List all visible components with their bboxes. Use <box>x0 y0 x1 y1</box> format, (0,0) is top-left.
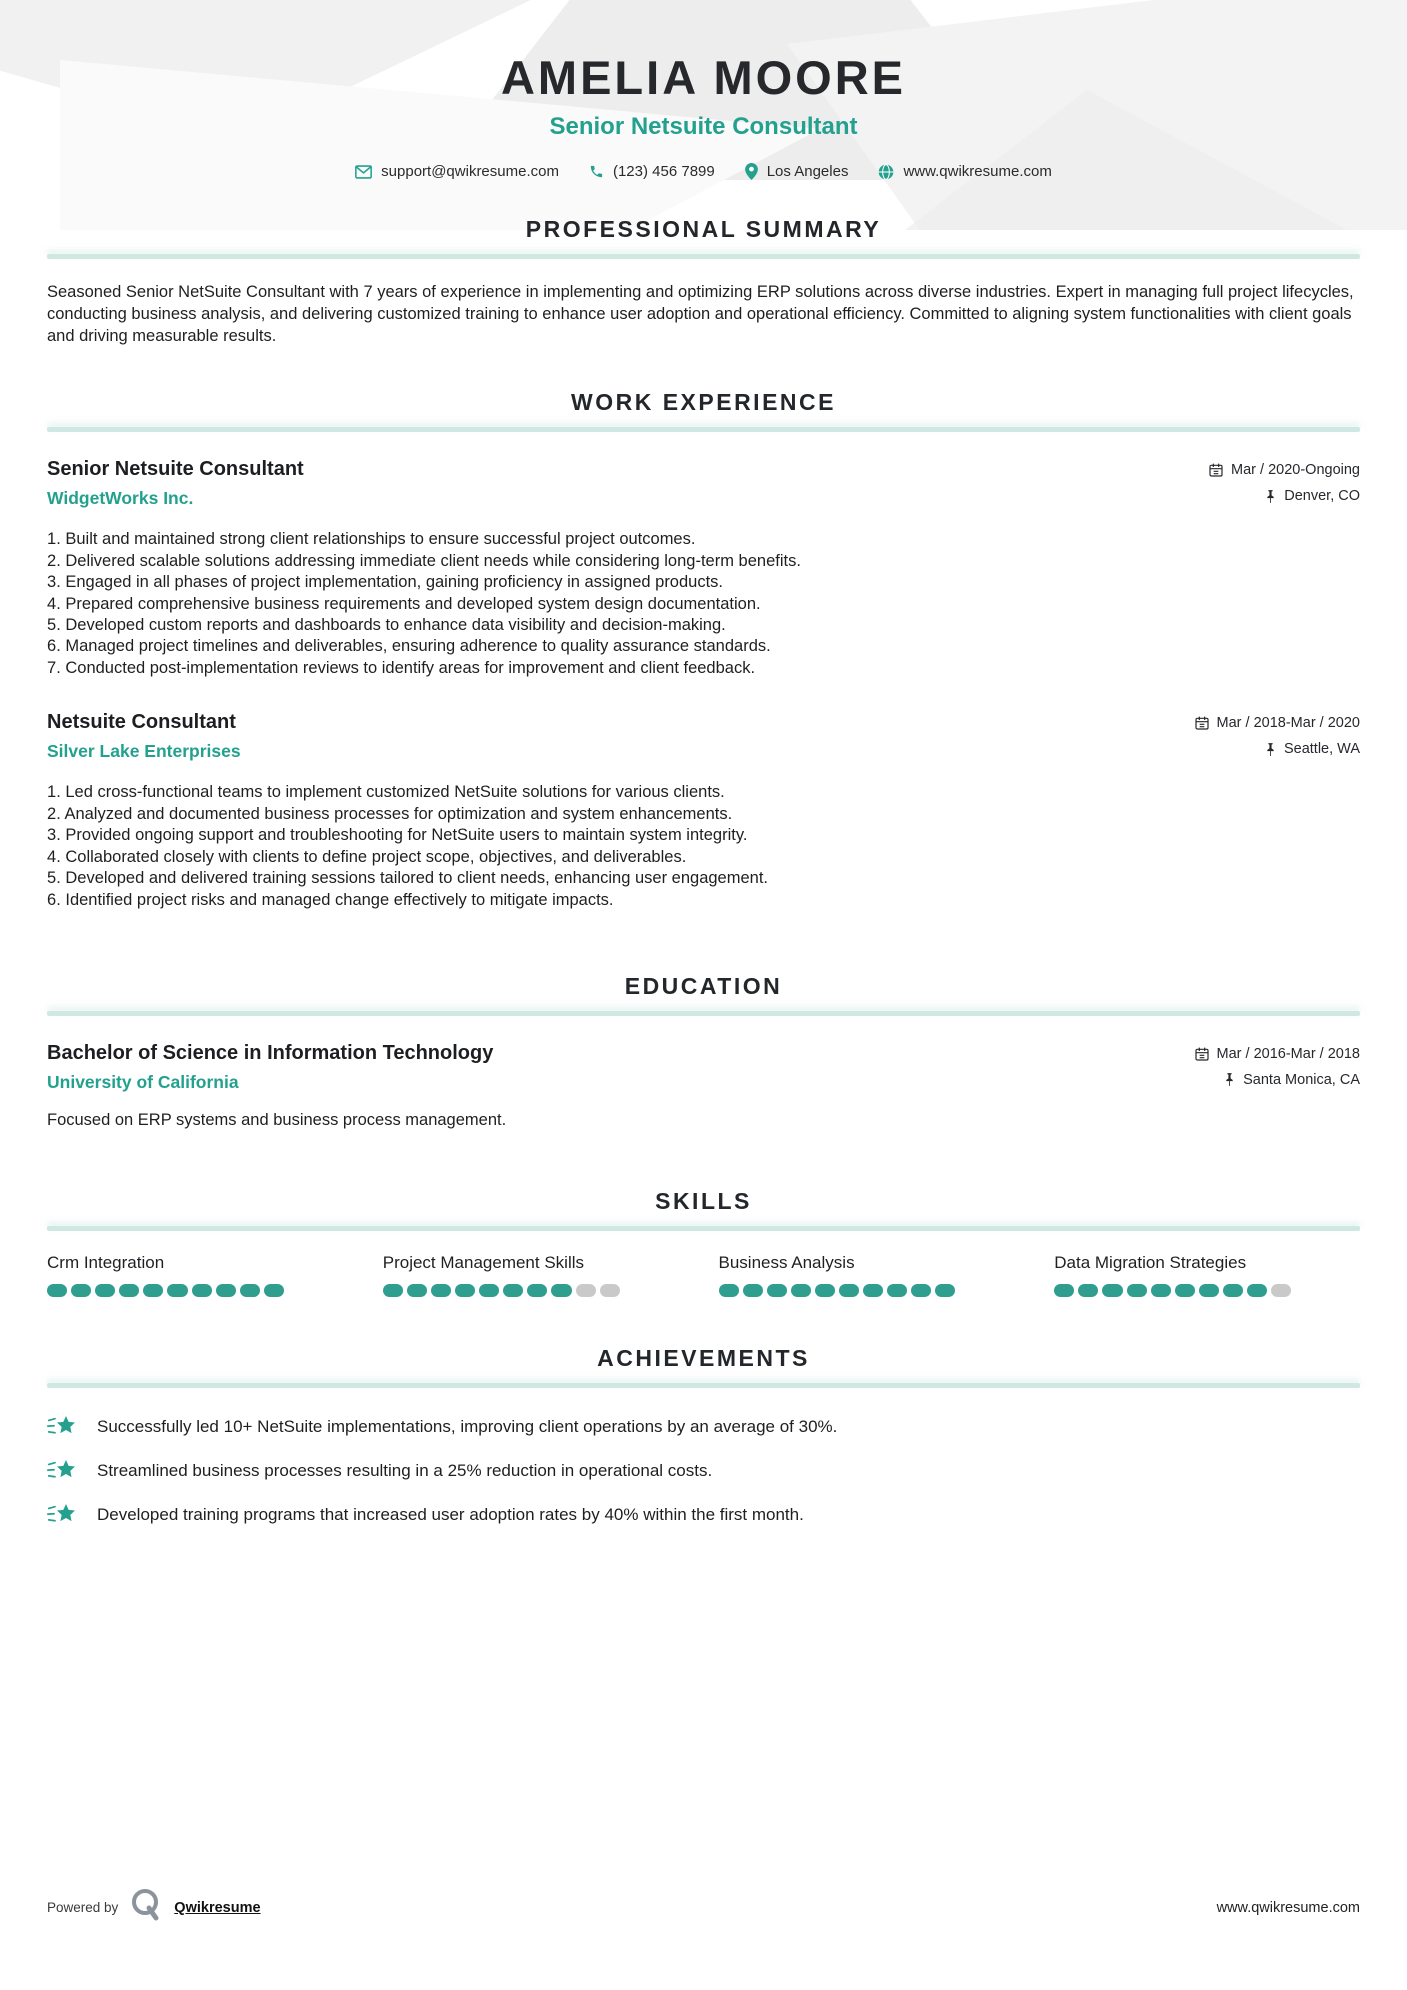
job-dates <box>1208 462 1360 478</box>
skill-level-segment <box>264 1284 284 1297</box>
summary-text: Seasoned Senior NetSuite Consultant with 7 years of experience in implementing and optimizing ERP solutions across diverse industries. Expert in managing full project lifecycles, conducting business analysis, and delivering customized training to enhance user adoption and operational efficiency. Committed to aligning system functionalities with client goals and driving measurable results. <box>47 283 1354 345</box>
skill-level-segment <box>143 1284 163 1297</box>
contact-website-text: www.qwikresume.com <box>903 163 1052 180</box>
job-title: Senior Netsuite Consultant <box>47 458 304 481</box>
skill-level-segment <box>1199 1284 1219 1297</box>
skill-level-bar <box>1054 1284 1291 1297</box>
skill-level-segment <box>791 1284 811 1297</box>
skill-level-segment <box>47 1284 67 1297</box>
star-badge-icon <box>47 1502 77 1529</box>
star-badge-icon <box>47 1414 77 1441</box>
skill-level-segment <box>431 1284 451 1297</box>
skill-level-segment <box>1223 1284 1243 1297</box>
skill-item <box>1054 1253 1360 1297</box>
job-title: Netsuite Consultant <box>47 711 236 734</box>
job-company: WidgetWorks Inc. <box>47 488 194 509</box>
education-focus: Focused on ERP systems and business process management. <box>47 1110 507 1129</box>
education-dates-text: Mar / 2016-Mar / 2018 <box>1216 1045 1360 1062</box>
skill-level-segment <box>503 1284 523 1297</box>
skill-name: Project Management Skills <box>382 1252 585 1272</box>
job-location-text: Denver, CO <box>1284 488 1360 505</box>
achievement-text: Streamlined business processes resulting in a 25% reduction in operational costs. <box>97 1461 713 1481</box>
achievements-list <box>47 1414 1360 1529</box>
candidate-name: AMELIA MOORE <box>500 51 907 104</box>
pushpin-icon <box>1264 489 1277 504</box>
achievement-text: Successfully led 10+ NetSuite implementations, improving client operations by an average of 30%. <box>97 1417 838 1437</box>
job-bullet: Managed project timelines and deliverables, ensuring adherence to quality assurance standards. <box>65 637 771 656</box>
skill-level-segment <box>1102 1284 1122 1297</box>
section-summary <box>47 216 1360 347</box>
section-education <box>47 973 1360 1130</box>
skills-grid <box>47 1253 1360 1297</box>
achievement-item <box>47 1414 1360 1441</box>
section-divider <box>47 1011 1360 1016</box>
globe-icon <box>878 164 894 180</box>
footer-site-link[interactable]: www.qwikresume.com <box>1216 1899 1360 1916</box>
job-location-text: Seattle, WA <box>1283 741 1360 758</box>
achievement-text: Developed training programs that increased user adoption rates by 40% within the first month. <box>97 1505 804 1525</box>
qwikresume-logo-icon <box>130 1888 162 1927</box>
skill-name: Data Migration Strategies <box>1054 1252 1247 1272</box>
skill-level-segment <box>1247 1284 1267 1297</box>
skill-level-segment <box>383 1284 403 1297</box>
job-location <box>1208 488 1360 504</box>
skill-level-bar <box>47 1284 284 1297</box>
job-bullet: Led cross-functional teams to implement customized NetSuite solutions for various clients. <box>65 783 725 802</box>
skill-level-segment <box>1175 1284 1195 1297</box>
job-company: Silver Lake Enterprises <box>47 741 241 762</box>
contact-website[interactable] <box>870 163 1059 180</box>
job-bullet: Conducted post-implementation reviews to identify areas for improvement and client feedback. <box>65 658 756 677</box>
pushpin-icon <box>1264 742 1277 757</box>
skill-level-segment <box>743 1284 763 1297</box>
calendar-icon <box>1194 715 1210 731</box>
job-entry-1 <box>47 458 1360 514</box>
skill-level-segment <box>95 1284 115 1297</box>
location-icon <box>745 163 758 180</box>
skill-level-segment <box>935 1284 955 1297</box>
contact-row <box>47 163 1360 180</box>
job-bullet-list <box>47 782 1360 911</box>
achievement-item <box>47 1502 1360 1529</box>
skill-name: Crm Integration <box>47 1252 165 1272</box>
job-bullet: Developed custom reports and dashboards to enhance data visibility and decision-making. <box>65 616 726 635</box>
contact-phone[interactable] <box>581 163 723 180</box>
job-dates-text: Mar / 2018-Mar / 2020 <box>1216 715 1360 732</box>
education-location <box>1194 1072 1360 1088</box>
skill-level-segment <box>455 1284 475 1297</box>
skill-level-segment <box>1054 1284 1074 1297</box>
calendar-icon <box>1194 1046 1210 1062</box>
skill-item <box>47 1253 353 1297</box>
job-bullet: Developed and delivered training sessions tailored to client needs, enhancing user engagement. <box>65 869 768 888</box>
skill-level-segment <box>1078 1284 1098 1297</box>
skill-level-bar <box>383 1284 620 1297</box>
job-location <box>1194 741 1360 757</box>
qwikresume-link[interactable]: Qwikresume <box>174 1899 261 1916</box>
skill-level-segment <box>1127 1284 1147 1297</box>
skill-level-bar <box>719 1284 956 1297</box>
skill-level-segment <box>527 1284 547 1297</box>
skill-level-segment <box>407 1284 427 1297</box>
job-bullet: Built and maintained strong client relationships to ensure successful project outcomes. <box>65 530 696 549</box>
pushpin-icon <box>1223 1072 1236 1087</box>
contact-location[interactable] <box>737 163 857 180</box>
skill-level-segment <box>839 1284 859 1297</box>
skill-level-segment <box>1151 1284 1171 1297</box>
job-bullet: Identified project risks and managed change effectively to mitigate impacts. <box>65 890 614 909</box>
skill-name: Business Analysis <box>718 1252 855 1272</box>
section-divider <box>47 254 1360 259</box>
email-icon <box>355 165 372 179</box>
skill-level-segment <box>815 1284 835 1297</box>
skill-level-segment <box>216 1284 236 1297</box>
section-skills <box>47 1188 1360 1297</box>
achievements-heading: ACHIEVEMENTS <box>597 1344 810 1371</box>
job-dates-text: Mar / 2020-Ongoing <box>1231 462 1360 479</box>
phone-icon <box>589 164 604 179</box>
education-dates <box>1194 1046 1360 1062</box>
job-bullet: Provided ongoing support and troubleshooting for NetSuite users to maintain system integrity. <box>65 826 748 845</box>
section-work-experience <box>47 389 1360 911</box>
education-location-text: Santa Monica, CA <box>1243 1071 1360 1088</box>
education-heading: EDUCATION <box>624 972 783 999</box>
contact-phone-text: (123) 456 7899 <box>612 163 715 180</box>
section-achievements <box>47 1345 1360 1529</box>
candidate-title: Senior Netsuite Consultant <box>549 113 858 140</box>
calendar-icon <box>1208 462 1224 478</box>
job-entry-2 <box>47 711 1360 767</box>
job-bullet: Collaborated closely with clients to define project scope, objectives, and deliverables. <box>65 847 687 866</box>
skill-level-segment <box>119 1284 139 1297</box>
job-bullet-list <box>47 529 1360 679</box>
section-divider <box>47 1226 1360 1231</box>
skill-level-segment <box>863 1284 883 1297</box>
job-bullet: Delivered scalable solutions addressing immediate client needs while considering long-term benefits. <box>65 551 801 570</box>
skill-level-segment <box>719 1284 739 1297</box>
skill-level-segment <box>911 1284 931 1297</box>
skill-level-segment <box>600 1284 620 1297</box>
page-footer <box>47 1888 1360 1927</box>
work-heading: WORK EXPERIENCE <box>571 389 836 416</box>
resume-header <box>47 0 1360 180</box>
skill-level-segment <box>479 1284 499 1297</box>
star-badge-icon <box>47 1458 77 1485</box>
degree-title: Bachelor of Science in Information Technology <box>47 1041 494 1064</box>
skill-level-segment <box>551 1284 571 1297</box>
skill-item <box>383 1253 689 1297</box>
contact-location-text: Los Angeles <box>766 163 849 180</box>
section-divider <box>47 1383 1360 1388</box>
skill-level-segment <box>71 1284 91 1297</box>
skill-item <box>719 1253 1025 1297</box>
job-bullet: Analyzed and documented business processes for optimization and system enhancements. <box>64 804 733 823</box>
skill-level-segment <box>192 1284 212 1297</box>
contact-email[interactable] <box>347 163 567 180</box>
powered-by-label: Powered by <box>47 1900 119 1915</box>
job-bullet: Prepared comprehensive business requirements and developed system design documentation. <box>65 594 761 613</box>
contact-email-text: support@qwikresume.com <box>381 163 559 180</box>
school-name: University of California <box>47 1071 239 1092</box>
section-divider <box>47 427 1360 432</box>
skill-level-segment <box>887 1284 907 1297</box>
skill-level-segment <box>576 1284 596 1297</box>
achievement-item <box>47 1458 1360 1485</box>
job-dates <box>1194 715 1360 731</box>
skill-level-segment <box>1271 1284 1291 1297</box>
summary-heading: PROFESSIONAL SUMMARY <box>525 216 882 242</box>
skill-level-segment <box>767 1284 787 1297</box>
education-entry <box>47 1042 1360 1098</box>
job-bullet: Engaged in all phases of project implementation, gaining proficiency in assigned products. <box>65 573 724 592</box>
skill-level-segment <box>167 1284 187 1297</box>
skills-heading: SKILLS <box>655 1187 752 1214</box>
skill-level-segment <box>240 1284 260 1297</box>
